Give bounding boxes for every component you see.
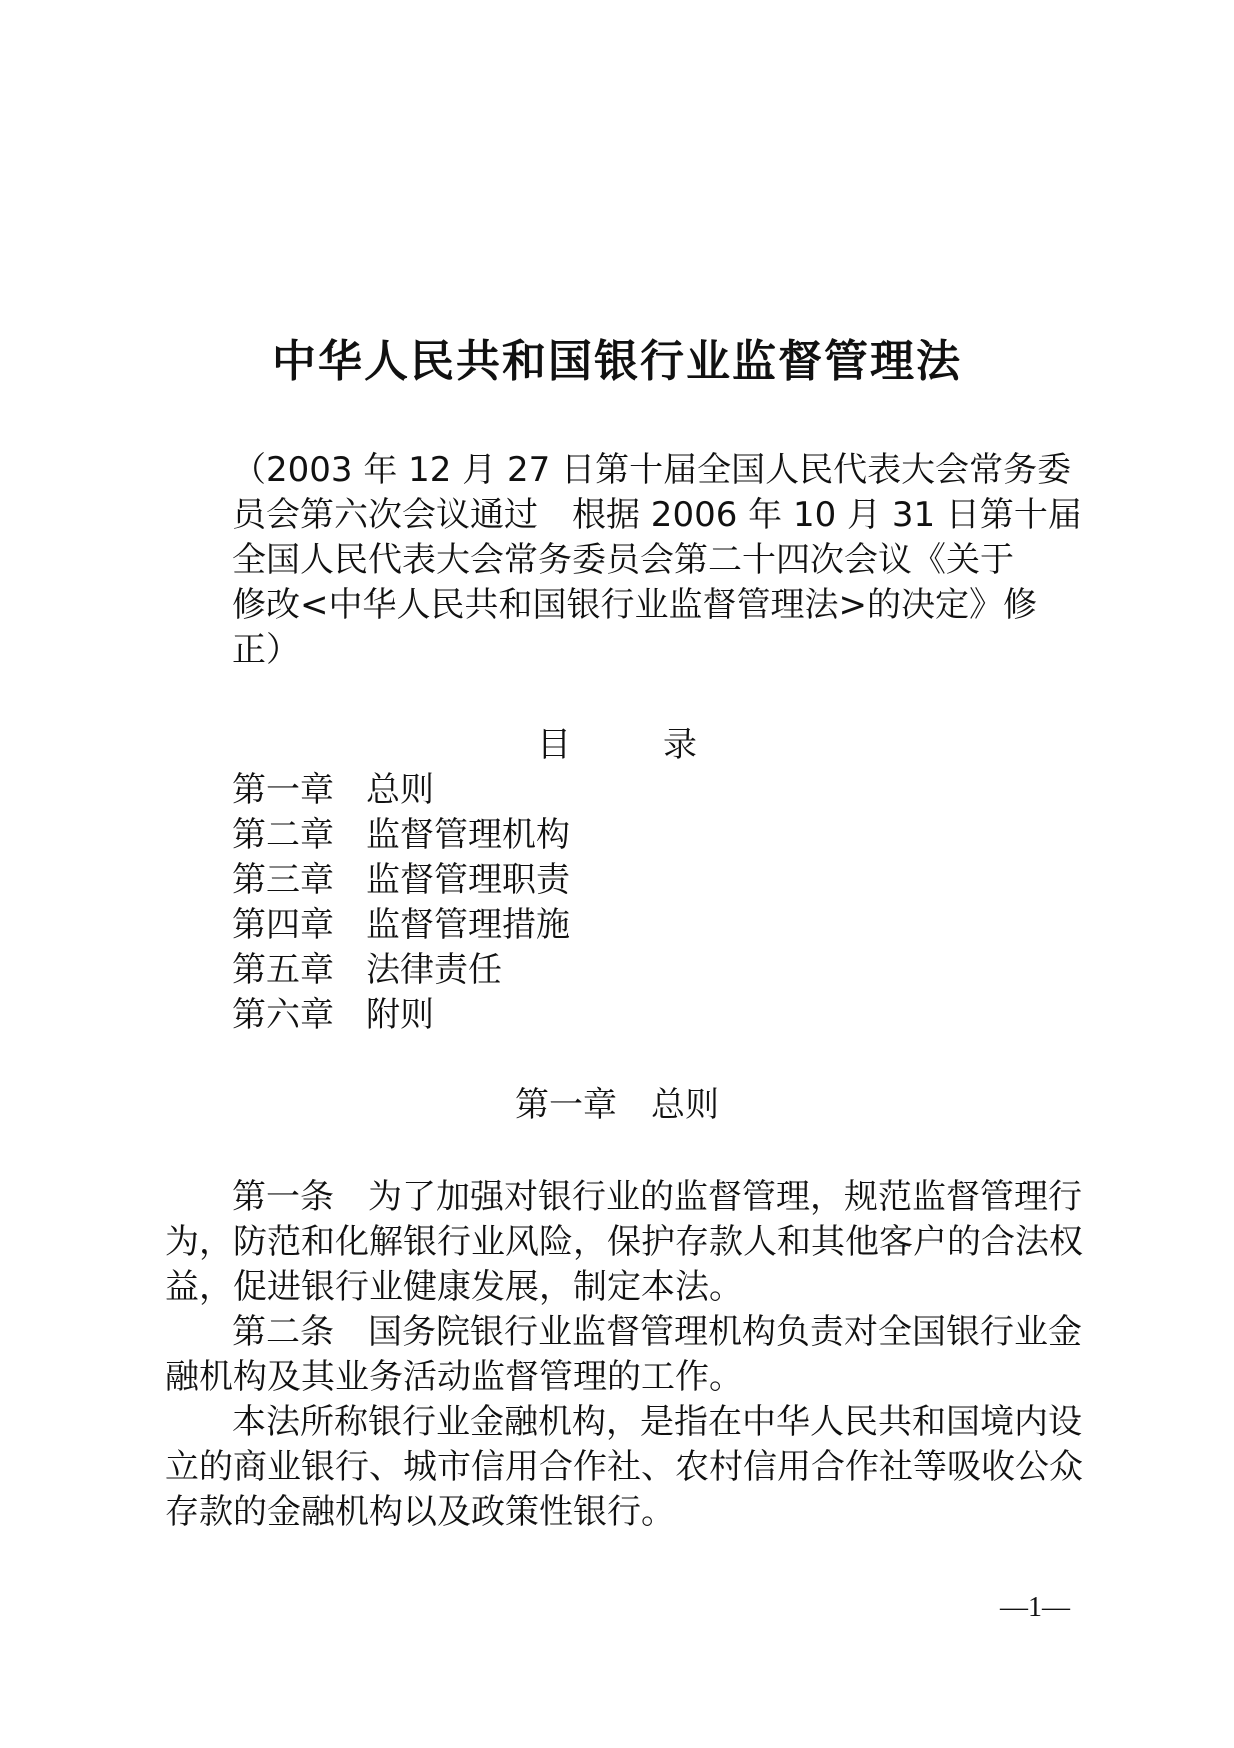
toc-chapter-number: 第三章 [232, 860, 334, 900]
chapter-label: 第一章 [515, 1085, 617, 1125]
toc-item-chapter-6 [232, 993, 570, 1038]
toc-chapter-title: 附则 [366, 995, 434, 1035]
article-label: 第二条 [232, 1312, 334, 1352]
toc-item-chapter-5 [232, 948, 570, 993]
toc-chapter-title: 监督管理措施 [366, 905, 570, 945]
toc-chapter-number: 第一章 [232, 770, 334, 810]
document-title: 中华人民共和国银行业监督管理法 [272, 336, 962, 387]
paragraph-text-line: 立的商业银行、城市信用合作社、农村信用合作社等吸收公众 [165, 1447, 1083, 1487]
toc-item-chapter-3 [232, 858, 570, 903]
toc-item-chapter-2 [232, 813, 570, 858]
toc-chapter-number: 第四章 [232, 905, 334, 945]
article-text-line: 为，防范和化解银行业风险，保护存款人和其他客户的合法权 [165, 1222, 1083, 1262]
toc-item-chapter-4 [232, 903, 570, 948]
article-text: 为了加强对银行业的监督管理，规范监督管理行 [368, 1177, 1082, 1217]
adoption-note-line: 员会第六次会议通过 根据 2006 年 10 月 31 日第十届 [232, 495, 1082, 535]
article-label: 第一条 [232, 1177, 334, 1217]
article-text-line: 益，促进银行业健康发展，制定本法。 [165, 1267, 743, 1307]
adoption-note-line: 修改<中华人民共和国银行业监督管理法>的决定》修 [232, 585, 1037, 625]
chapter-title: 总则 [651, 1085, 719, 1125]
paragraph-first-line: 本法所称银行业金融机构，是指在中华人民共和国境内设 [232, 1402, 1082, 1442]
article-1-first-line [165, 1175, 1085, 1220]
adoption-note-line: 全国人民代表大会常务委员会第二十四次会议《关于 [232, 540, 1014, 580]
toc-chapter-title: 监督管理机构 [366, 815, 570, 855]
toc-item-chapter-1 [232, 768, 570, 813]
article-text-line: 融机构及其业务活动监督管理的工作。 [165, 1357, 743, 1397]
toc-heading-right: 录 [663, 725, 697, 765]
page-number: —1— [1000, 1592, 1070, 1623]
body-text [165, 1175, 1085, 1535]
paragraph-text-line: 存款的金融机构以及政策性银行。 [165, 1492, 675, 1532]
toc-heading [0, 723, 1234, 768]
article-text: 国务院银行业监督管理机构负责对全国银行业金 [368, 1312, 1082, 1352]
table-of-contents [232, 768, 570, 1038]
chapter-heading [0, 1083, 1234, 1128]
toc-chapter-title: 监督管理职责 [366, 860, 570, 900]
adoption-note-line: 正） [232, 630, 300, 670]
toc-chapter-number: 第五章 [232, 950, 334, 990]
toc-chapter-title: 总则 [366, 770, 434, 810]
adoption-note [232, 448, 1082, 673]
toc-heading-left: 目 [537, 725, 571, 765]
adoption-note-line: （2003 年 12 月 27 日第十届全国人民代表大会常务委 [232, 450, 1072, 490]
toc-chapter-number: 第六章 [232, 995, 334, 1035]
article-2-first-line [165, 1310, 1085, 1355]
toc-chapter-title: 法律责任 [366, 950, 502, 990]
toc-chapter-number: 第二章 [232, 815, 334, 855]
